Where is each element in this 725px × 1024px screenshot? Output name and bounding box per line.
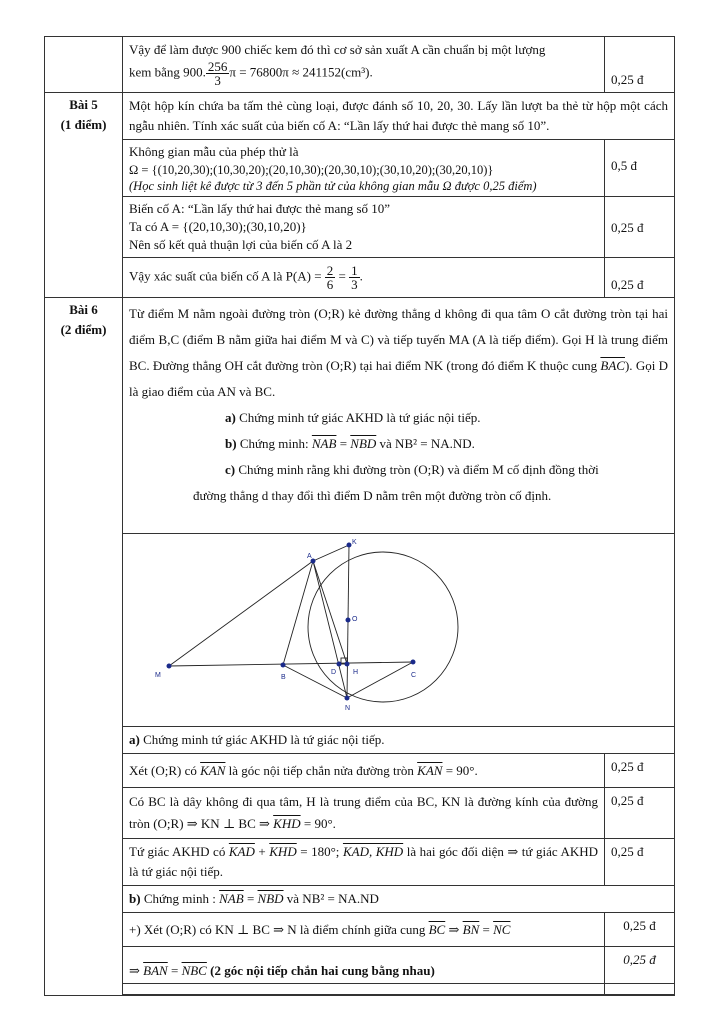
point-k [347, 543, 352, 548]
bai6-problem: Từ điểm M nằm ngoài đường tròn (O;R) kẻ đường thẳng d không đi qua tâm O cắt đường tròn tại hai điểm B,C (điểm B nằm giữa hai điểm M và C) và tiếp tuyến MA (A là tiếp điểm). Gọi H là trung điểm BC. Đường thẳng OH cắt đường tròn (O;R) tại hai điểm NK (trong đó điểm K thuộc cung [129, 306, 668, 373]
line-an [313, 561, 347, 698]
bai5-prob-pre: Vậy xác suất của biến cố A là P(A) = [129, 268, 322, 284]
point-h [345, 662, 350, 667]
bai5-problem: Một hộp kín chứa ba tấm thẻ cùng loại, được đánh số 10, 20, 30. Lấy lần lượt ba thẻ từ hộp một cách ngẫu nhiên. Tính xác suất của biến cố A: “Lần lấy thứ hai được thẻ mang số 10”. [123, 93, 675, 140]
bai5-prob-score: 0,25 đ [605, 258, 675, 298]
bai6-empty-row [45, 995, 675, 996]
bai5-sample-space: Ω = {(10,20,30);(10,30,20);(20,10,30);(20,30,10);(30,10,20);(30,20,10)} [129, 163, 494, 177]
answer-key-table [44, 36, 675, 996]
point-n [345, 696, 350, 701]
bai5-sample-row [45, 140, 675, 197]
line-ah [313, 561, 347, 664]
bai5-event-count: Nên số kết quả thuận lợi của biến cố A là 2 [129, 237, 353, 252]
point-m [167, 664, 172, 669]
prev-line2-post: π = 76800π ≈ 241152(cm³). [229, 64, 373, 80]
bai6-sol-a3-row: Tứ giác AKHD có $\overline{KAD} + \overline{KHD} = 180^\circ$; KAD, KHD là hai góc đối diện ⇒ tứ giác AKHD là tứ giác nội tiếp. 0,25 đ [45, 839, 675, 886]
bai6-sol-a-title-row: a) Chứng minh tứ giác AKHD là tứ giác nội tiếp. [45, 727, 675, 754]
bai6-sol-b2-score: 0,25 đ [605, 947, 675, 995]
point-b [281, 663, 286, 668]
bai6-sol-a1-row: Xét (O;R) có $\overline{KAN}$ là góc nội tiếp chắn nửa đường tròn $\overline{KAN} = 90^\circ$. 0,25 đ [45, 754, 675, 788]
bai6-sol-b2-row: ⇒ $\overline{BAN} = \overline{NBC}$ (2 góc nội tiếp chắn hai cung bằng nhau) 0,25 đ [45, 947, 675, 995]
footer-line [122, 983, 674, 984]
line-ab [283, 561, 313, 665]
line-ak [313, 545, 349, 561]
bai6-sol-b1-score: 0,25 đ [605, 913, 675, 947]
bai5-label: Bài 5 (1 điểm) [45, 93, 123, 298]
bai6-sol-a3-score: 0,25 đ [605, 839, 675, 886]
bai6-arc-bac: $\overline{BAC}$ [600, 358, 625, 373]
bai5-problem-row [45, 93, 675, 140]
line-nc [347, 662, 413, 698]
bai6-sol-a2-row: Có BC là dây không đi qua tâm, H là trung điểm của BC, KN là đường kính của đường tròn (O;R) ⇒ KN ⊥ BC ⇒ $\overline{KHD} = 90^\circ$. 0,25 đ [45, 788, 675, 839]
bai5-sample-title: Không gian mẫu của phép thử là [129, 144, 299, 159]
row-previous-answer [45, 37, 675, 93]
label-a: A [307, 553, 312, 560]
bai6-sol-b-title-row: b) Chứng minh : $\overline{NAB} = \overline{NBD}$ và NB² = NA.ND [45, 886, 675, 913]
label-h: H [353, 669, 359, 676]
label-c: C [411, 672, 417, 679]
bai5-event-score: 0,25 đ [605, 197, 675, 258]
label-o: O [352, 616, 358, 623]
bai6-question-b: b) Chứng minh: $\overline{NAB} = \overline{NBD}$ và NB² = NA.ND. [225, 436, 475, 451]
line-mc [169, 662, 413, 666]
bai6-sol-b1-row: +) Xét (O;R) có KN ⊥ BC ⇒ N là điểm chính giữa cung $\overline{BC}$ ⇒ $\overline{BN} = \overline{NC}$ 0,25 đ [45, 913, 675, 947]
bai5-prob-frac2: $\frac{1}{3}$ [351, 263, 358, 292]
bai5-prob-row: Vậy xác suất của biến cố A là P(A) = $\frac{2}{6}$ = $\frac{1}{3}$ . 0,25 đ [45, 258, 675, 298]
label-b: B [281, 674, 286, 681]
bai5-event-def: Biến cố A: “Lần lấy thứ hai được thẻ mang số 10” [129, 201, 391, 216]
label-n: N [345, 705, 351, 712]
circle-o [308, 552, 458, 702]
bai5-event-row [45, 197, 675, 258]
bai6-figure-row [45, 534, 675, 727]
line-bn [283, 665, 347, 698]
bai6-question-c-cont: đường thẳng d thay đổi thì điểm D nằm trên một đường tròn cố định. [193, 488, 552, 503]
point-o [346, 618, 351, 623]
point-c [411, 660, 416, 665]
prev-fraction: $\frac{256}{3}$ [207, 59, 228, 88]
label-k: K [352, 539, 357, 546]
bai5-prob-frac1: $\frac{2}{6}$ [326, 263, 334, 292]
bai5-event-set: Ta có A = {(20,10,30);(30,10,20)} [129, 219, 307, 234]
bai6-label: Bài 6 (2 điểm) [45, 298, 123, 996]
prev-line1: Vậy để làm được 900 chiếc kem đó thì cơ sở sản xuất A cần chuẩn bị một lượng [129, 42, 546, 57]
bai6-sol-a2-score: 0,25 đ [605, 788, 675, 839]
bai6-question-c: c) Chứng minh rằng khi đường tròn (O;R) và điểm M cố định đồng thời [225, 462, 599, 477]
bai6-problem-row: Bài 6 (2 điểm) Từ điểm M nằm ngoài đường tròn (O;R) kẻ đường thẳng d không đi qua tâm O cắt đường tròn tại hai điểm B,C (điểm B nằm giữa hai điểm M và C) và tiếp tuyến MA (A là tiếp điểm). Gọi H là trung điểm BC. Đường thẳng OH cắt đường tròn (O;R) tại hai điểm NK (trong đó điểm K thuộc cung $\overline{BAC}$). Gọi D là giao điểm của AN và BC. a) Chứng minh tứ giác AKHD là tứ giác nội tiếp. b) Chứng minh: $\overline{NAB} = \overline{NBD}$ và NB² = NA.ND. c) Chứng minh rằng khi đường tròn (O;R) và điểm M cố định đồng thời đường thẳng d thay đổi thì điểm D nằm trên một đường tròn cố định. [45, 298, 675, 534]
geometry-figure [123, 534, 673, 720]
label-m: M [155, 672, 161, 679]
label-d: D [331, 669, 337, 676]
bai5-sample-score: 0,5 đ [605, 140, 675, 197]
prev-score: 0,25 đ [605, 37, 675, 93]
bai6-sol-a1-score: 0,25 đ [605, 754, 675, 788]
line-ma [169, 561, 313, 666]
prev-line2-pre: kem bằng 900. [129, 64, 206, 80]
bai6-question-a: a) Chứng minh tứ giác AKHD là tứ giác nội tiếp. [225, 410, 481, 425]
bai5-sample-note: (Học sinh liệt kê được từ 3 đến 5 phần tử của không gian mẫu Ω được 0,25 điểm) [129, 179, 537, 193]
point-d [337, 662, 342, 667]
bai6-sol-a-title: Chứng minh tứ giác AKHD là tứ giác nội tiếp. [143, 732, 385, 747]
